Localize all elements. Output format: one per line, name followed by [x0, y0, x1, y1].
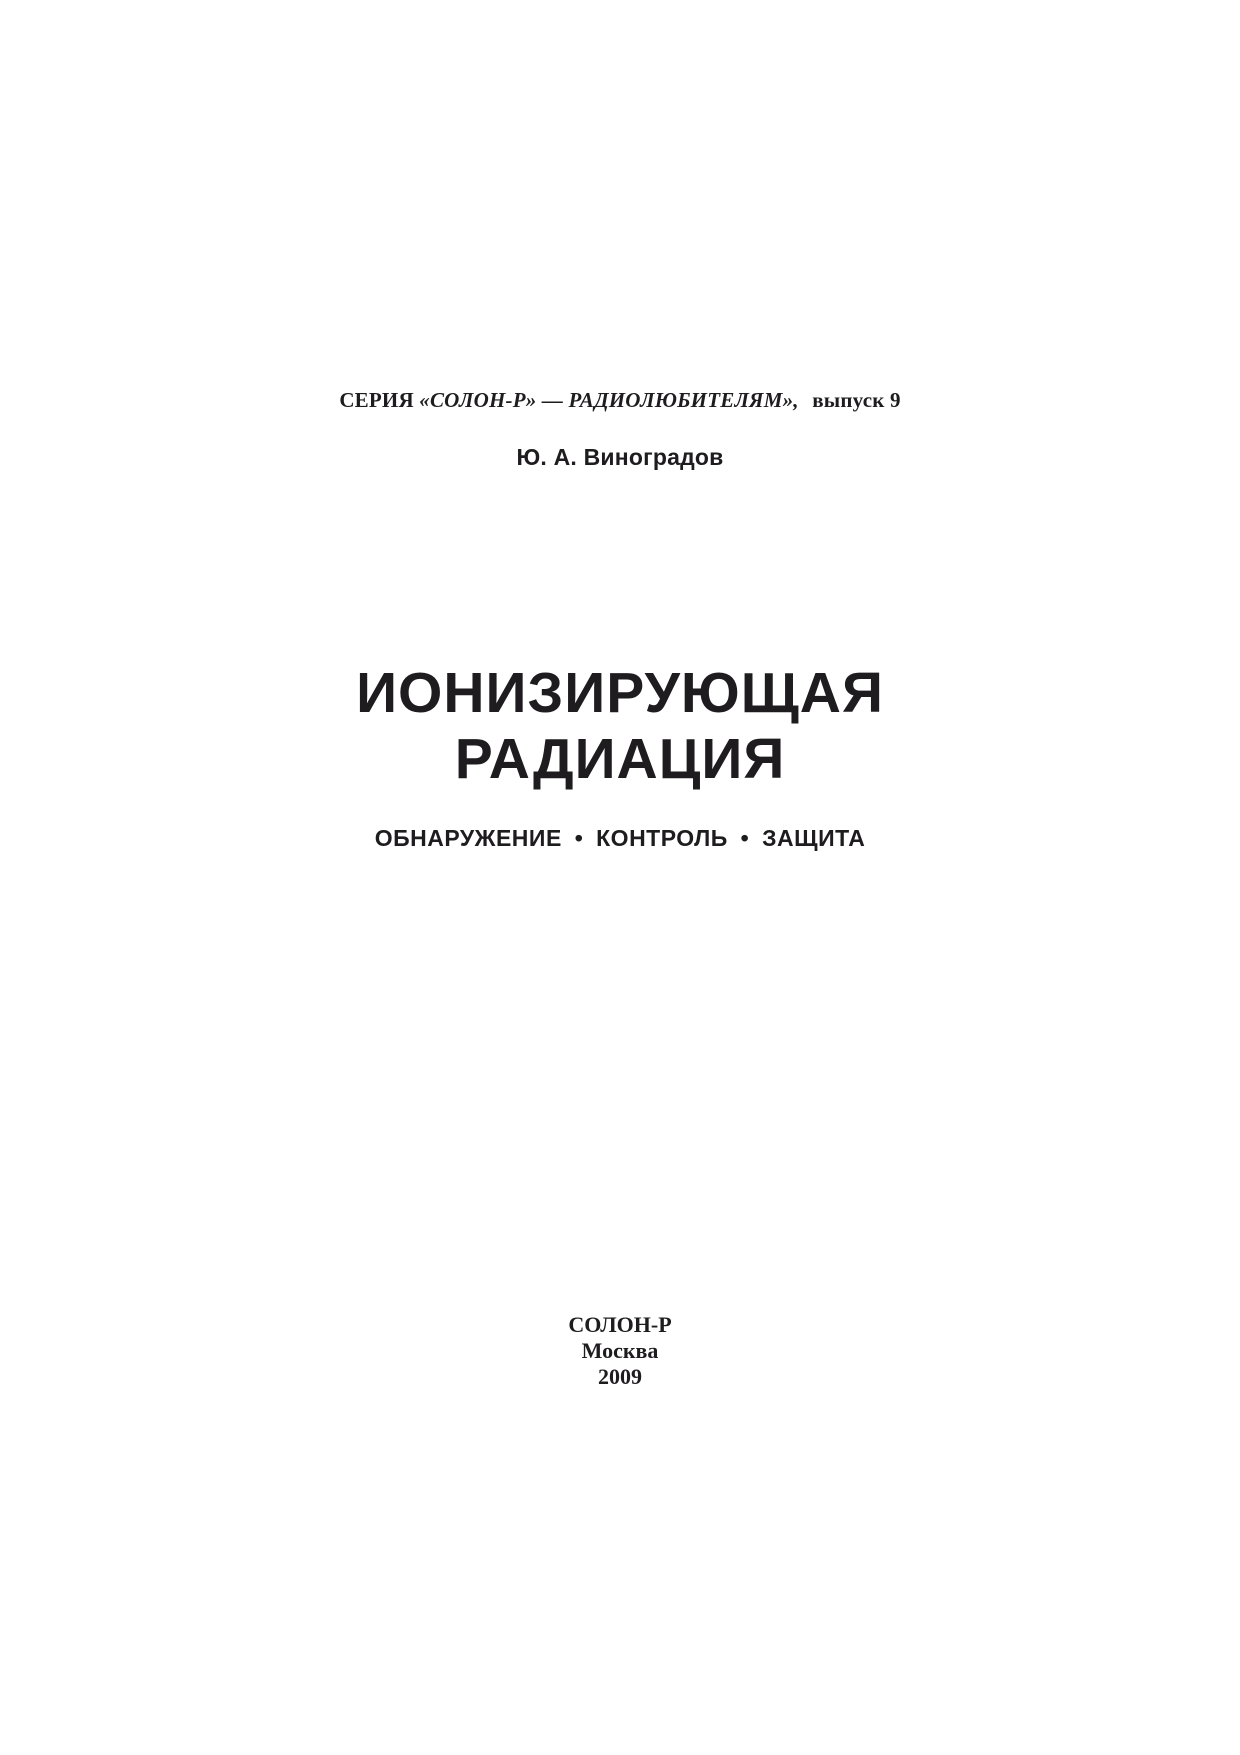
book-title-line-2: РАДИАЦИЯ: [454, 727, 786, 791]
subtitle-part-2: КОНТРОЛЬ: [596, 825, 728, 851]
series-name: «СОЛОН-Р» — РАДИОЛЮБИТЕЛЯМ»,: [419, 388, 799, 412]
series-issue: выпуск 9: [812, 388, 901, 412]
book-title-line-1: ИОНИЗИРУЮЩАЯ: [356, 661, 884, 725]
subtitle-part-1: ОБНАРУЖЕНИЕ: [374, 825, 562, 851]
imprint-publisher: СОЛОН-Р: [568, 1312, 672, 1337]
author-name: Ю. А. Виноградов: [516, 444, 724, 470]
subtitle-part-3: ЗАЩИТА: [762, 825, 866, 851]
series-label: СЕРИЯ: [339, 388, 414, 412]
book-title: [0, 660, 1240, 792]
imprint: [0, 1312, 1240, 1390]
book-subtitle: [0, 825, 1240, 852]
imprint-city: Москва: [581, 1338, 659, 1363]
series-line: [0, 388, 1240, 413]
imprint-year: 2009: [598, 1364, 642, 1389]
subtitle-separator-1: •: [574, 825, 584, 851]
subtitle-separator-2: •: [740, 825, 750, 851]
